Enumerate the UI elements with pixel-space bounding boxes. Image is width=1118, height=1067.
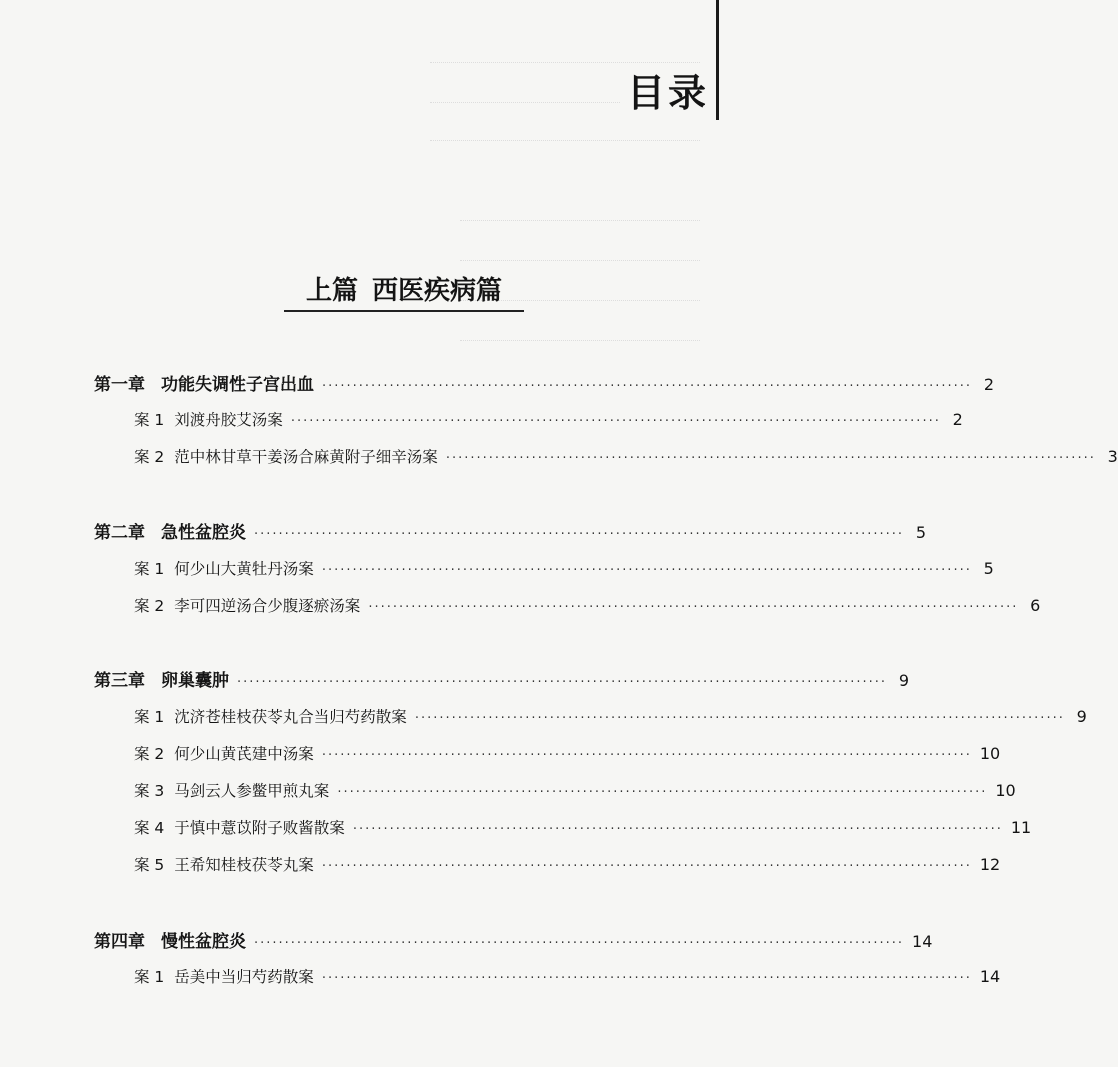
part-name: 西医疾病篇 <box>372 276 503 306</box>
bleed-through-mark <box>460 250 700 261</box>
case-title: 于慎中薏苡附子败酱散案 <box>174 819 345 837</box>
toc-case[interactable] <box>134 816 1032 838</box>
chapter-title: 急性盆腔炎 <box>161 523 246 543</box>
page-number: 11 <box>1010 818 1032 837</box>
case-number: 案 2 <box>134 597 165 615</box>
case-number: 案 1 <box>134 411 165 429</box>
case-number: 案 5 <box>134 856 165 874</box>
toc-case[interactable] <box>134 445 1118 467</box>
toc-chapter-4[interactable] <box>94 927 933 952</box>
page-number: 14 <box>912 932 933 951</box>
chapter-title: 卵巢囊肿 <box>161 671 229 691</box>
dot-leader: ·········································································································· <box>321 748 972 763</box>
case-title: 李可四逆汤合少腹逐瘀汤案 <box>174 597 361 615</box>
page-number: 3 <box>1107 447 1118 466</box>
toc-case[interactable] <box>134 742 1001 764</box>
page-number: 9 <box>898 671 910 690</box>
page-number: 2 <box>983 375 995 394</box>
case-title: 王希知桂枝茯苓丸案 <box>174 856 314 874</box>
case-number: 案 3 <box>134 782 165 800</box>
toc-case[interactable] <box>134 779 1016 801</box>
toc-case[interactable] <box>134 557 994 579</box>
toc-chapter-1[interactable] <box>94 370 995 395</box>
toc-case[interactable] <box>134 594 1041 616</box>
page-number: 14 <box>979 967 1001 986</box>
page-number: 10 <box>979 744 1001 763</box>
bleed-through-mark <box>430 52 700 63</box>
case-title: 何少山大黄牡丹汤案 <box>174 560 314 578</box>
page-number: 10 <box>995 781 1016 800</box>
dot-leader: ·········································································································· <box>254 936 905 951</box>
part-title-underline <box>284 310 524 312</box>
case-title: 岳美中当归芍药散案 <box>174 968 314 986</box>
dot-leader: ·········································································································· <box>321 971 972 986</box>
chapter-number: 第四章 <box>94 932 145 952</box>
bleed-through-mark <box>460 330 700 341</box>
case-number: 案 1 <box>134 560 165 578</box>
toc-chapter-2[interactable] <box>94 518 927 543</box>
chapter-title: 功能失调性子宫出血 <box>161 375 314 395</box>
page-number: 5 <box>983 559 994 578</box>
toc-case[interactable] <box>134 965 1001 987</box>
dot-leader: ·········································································································· <box>445 451 1096 466</box>
dot-leader: ·········································································································· <box>337 785 988 800</box>
case-number: 案 1 <box>134 708 165 726</box>
page-edge-rule <box>716 0 719 120</box>
page-number: 2 <box>952 410 963 429</box>
case-number: 案 2 <box>134 448 165 466</box>
chapter-number: 第三章 <box>94 671 145 691</box>
dot-leader: ·········································································································· <box>322 379 973 394</box>
bleed-through-mark <box>430 130 700 141</box>
case-number: 案 4 <box>134 819 165 837</box>
toc-case[interactable] <box>134 853 1001 875</box>
bleed-through-mark <box>460 210 700 221</box>
bleed-through-mark <box>430 92 620 103</box>
case-title: 沈济苍桂枝茯苓丸合当归芍药散案 <box>174 708 407 726</box>
page-number: 6 <box>1030 596 1041 615</box>
dot-leader: ·········································································································· <box>237 675 888 690</box>
toc-case[interactable] <box>134 705 1087 727</box>
page-number: 12 <box>979 855 1001 874</box>
case-title: 范中林甘草干姜汤合麻黄附子细辛汤案 <box>174 448 438 466</box>
chapter-number: 第一章 <box>94 375 145 395</box>
toc-chapter-3[interactable] <box>94 666 910 691</box>
dot-leader: ·········································································································· <box>368 600 1019 615</box>
case-number: 案 1 <box>134 968 165 986</box>
case-number: 案 2 <box>134 745 165 763</box>
dot-leader: ·········································································································· <box>352 822 1003 837</box>
dot-leader: ·········································································································· <box>290 414 941 429</box>
case-title: 刘渡舟胶艾汤案 <box>174 411 283 429</box>
dot-leader: ·········································································································· <box>414 711 1065 726</box>
case-title: 何少山黄芪建中汤案 <box>174 745 314 763</box>
page-number: 5 <box>915 523 927 542</box>
dot-leader: ·········································································································· <box>254 527 905 542</box>
toc-title: 目录 <box>627 71 710 115</box>
part-label: 上篇 <box>305 276 358 306</box>
toc-case[interactable] <box>134 408 963 430</box>
case-title: 马剑云人参鳖甲煎丸案 <box>174 782 330 800</box>
dot-leader: ·········································································································· <box>321 859 972 874</box>
dot-leader: ·········································································································· <box>321 563 972 578</box>
page-number: 9 <box>1076 707 1087 726</box>
chapter-number: 第二章 <box>94 523 145 543</box>
part-title <box>284 270 524 307</box>
chapter-title: 慢性盆腔炎 <box>161 932 246 952</box>
